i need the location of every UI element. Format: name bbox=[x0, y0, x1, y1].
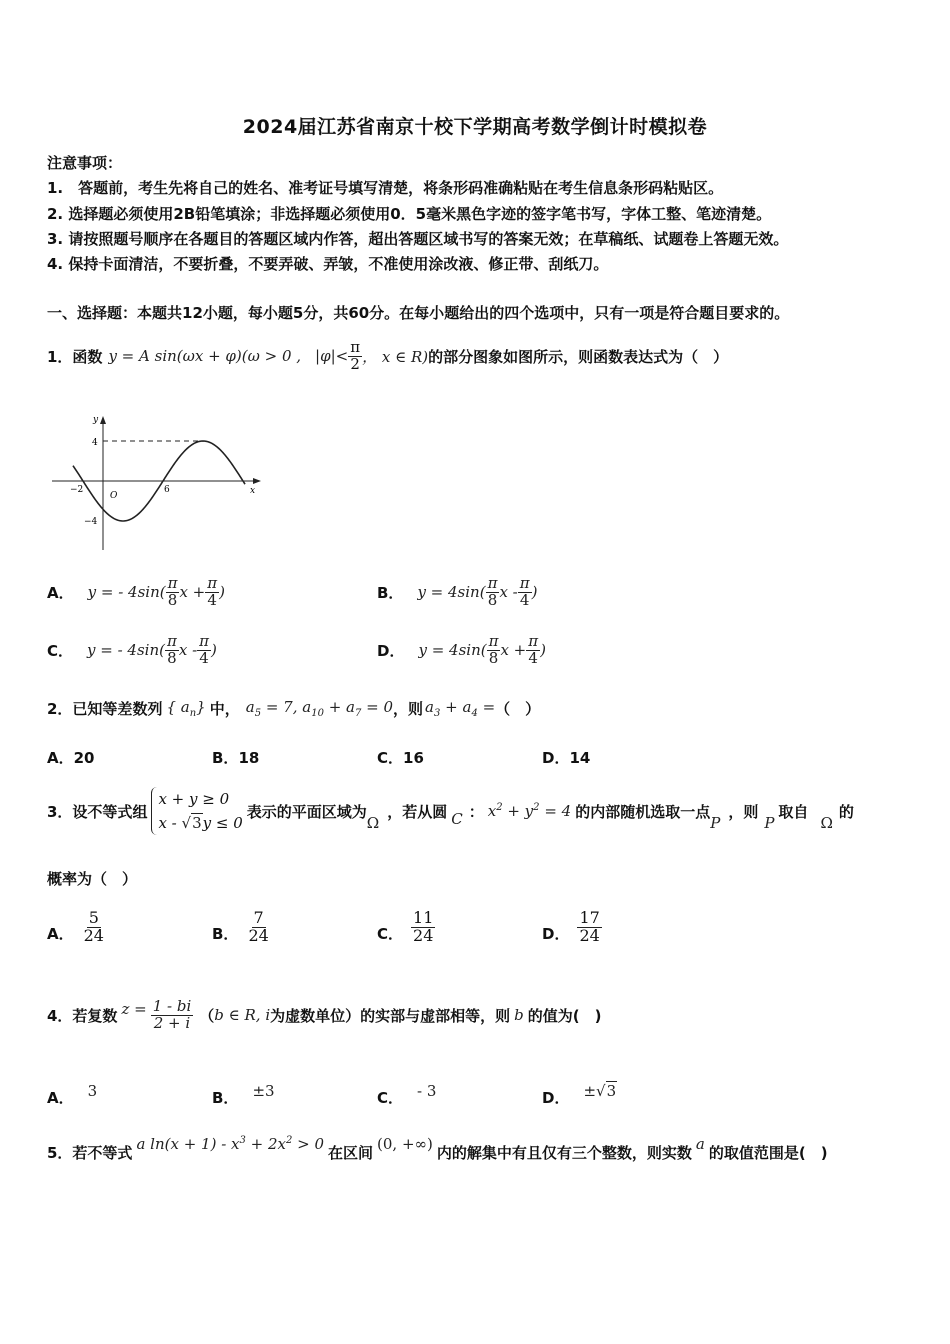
q5-interval: (0, +∞) bbox=[377, 1135, 433, 1153]
t: 7 bbox=[355, 707, 362, 719]
q3-line-2: 概率为（ ） bbox=[47, 870, 138, 888]
q4-option-b[interactable] bbox=[212, 1078, 275, 1108]
q2-ask bbox=[425, 698, 495, 719]
q1-option-a[interactable] bbox=[47, 572, 225, 612]
frac-den: 8 bbox=[488, 648, 499, 667]
frac-num: 17 bbox=[579, 907, 600, 927]
notice-item-3: 3. 请按照题号顺序在各题目的答题区域内作答，超出答题区域书写的答案无效；在草稿纸、试题卷上答题无效。 bbox=[47, 230, 789, 248]
q4-option-b-value: ±3 bbox=[252, 1082, 275, 1100]
q3-inequality-system bbox=[151, 787, 246, 835]
q1-option-c-label: C． bbox=[47, 641, 74, 660]
t: a bbox=[425, 697, 434, 716]
q3-ineq-2: x - √3y ≤ 0 bbox=[158, 814, 243, 832]
q2-seq-close: } bbox=[196, 697, 206, 716]
notice-item-4: 4. 保持卡面清洁，不要折叠，不要弄破、弄皱，不准使用涂改液、修正带、刮纸刀。 bbox=[47, 255, 609, 273]
q1-option-b-frac1 bbox=[486, 573, 500, 609]
q4-option-b-label: B． bbox=[212, 1089, 239, 1107]
q2-then: ，则 bbox=[393, 699, 424, 718]
q1-option-d-pre: y = 4sin( bbox=[418, 641, 487, 659]
q4-cond-tail: 为虚数单位）的实部与虚部相等，则 bbox=[270, 1006, 511, 1025]
q1-stem-tail: 的部分图象如图所示，则函数表达式为（ ） bbox=[428, 347, 729, 366]
frac-den: 24 bbox=[413, 925, 434, 945]
q2-stem-start: 2．已知等差数列 bbox=[47, 699, 163, 718]
q2-option-d-label: D． bbox=[542, 749, 570, 767]
q3-ineq-1: x + y ≥ 0 bbox=[158, 790, 230, 808]
q1-sine-graph bbox=[50, 410, 270, 560]
q2-option-d[interactable] bbox=[542, 747, 590, 768]
q3-option-a-frac bbox=[82, 907, 106, 945]
q3-option-d[interactable] bbox=[542, 902, 602, 952]
q3-option-c[interactable] bbox=[377, 902, 435, 952]
q3-option-b-frac bbox=[246, 907, 270, 945]
q3-omega-2: Ω bbox=[820, 814, 833, 832]
q2-seq-sub: n bbox=[189, 707, 197, 719]
q3-text-4: ，则 bbox=[728, 802, 759, 821]
q3-point-p: P bbox=[710, 814, 721, 832]
t: 2 bbox=[285, 1135, 293, 1146]
q3-omega: Ω bbox=[366, 814, 380, 832]
t: + y bbox=[502, 802, 534, 820]
question-3 bbox=[47, 780, 907, 842]
q2-condition bbox=[246, 698, 393, 719]
x-axis-arrow bbox=[253, 478, 261, 484]
t: a bbox=[245, 697, 255, 716]
frac-den: 4 bbox=[199, 648, 209, 667]
q4-option-c[interactable] bbox=[377, 1078, 436, 1108]
q5-text-2: 内的解集中有且仅有三个整数，则实数 bbox=[436, 1143, 692, 1162]
x-axis-label: x bbox=[250, 486, 256, 496]
q1-option-d-frac2 bbox=[526, 631, 540, 667]
q2-option-b-label: B． bbox=[212, 749, 239, 767]
frac-num: 11 bbox=[413, 907, 434, 927]
frac-den: 8 bbox=[167, 648, 177, 667]
q3-point-p-2: P bbox=[764, 814, 775, 832]
tick-label-neg2: −2 bbox=[70, 485, 84, 495]
tick-label-4: 4 bbox=[92, 438, 98, 448]
t: 10 bbox=[311, 707, 324, 719]
frac-den: 24 bbox=[83, 925, 104, 945]
q1-formula: y = A sin(ωx + φ)(ω > 0 , bbox=[108, 347, 302, 365]
q2-seq-open: { a bbox=[166, 697, 190, 716]
q3-circle-eq bbox=[488, 802, 571, 820]
q3-option-c-label: C． bbox=[377, 924, 404, 943]
t: 5 bbox=[254, 707, 262, 719]
notice-item-2: 2. 选择题必须使用2B铅笔填涂；非选择题必须使用0．5毫米黑色字迹的签字笔书写，字体工整、笔迹清楚。 bbox=[47, 205, 772, 223]
q4-b: b bbox=[514, 1006, 524, 1024]
q1-option-a-frac1 bbox=[166, 573, 180, 609]
q1-option-b-frac2 bbox=[518, 573, 532, 609]
q1-option-c[interactable] bbox=[47, 630, 217, 670]
frac-num: π bbox=[166, 631, 177, 650]
t: 3 bbox=[606, 1082, 617, 1100]
frac-den: 4 bbox=[207, 590, 217, 609]
q1-option-c-pre: y = - 4sin( bbox=[87, 641, 165, 659]
q1-cond-tail: ， x ∈ R) bbox=[362, 347, 429, 366]
q2-option-a-value: 20 bbox=[73, 749, 95, 767]
q1-option-c-mid: x - bbox=[178, 641, 198, 659]
q5-text-3: 的取值范围是( ) bbox=[708, 1143, 828, 1162]
q1-option-b[interactable] bbox=[377, 572, 537, 612]
tick-label-6: 6 bbox=[164, 485, 170, 495]
q1-option-b-label: B． bbox=[377, 583, 404, 602]
q1-option-d-frac1 bbox=[487, 631, 501, 667]
q4-option-c-label: C． bbox=[377, 1089, 404, 1107]
q3-option-d-frac bbox=[577, 907, 601, 945]
notice-heading: 注意事项： bbox=[47, 154, 123, 172]
q1-option-b-mid: x - bbox=[499, 583, 518, 601]
frac-num: π bbox=[167, 573, 178, 592]
q5-stem-start: 5．若不等式 bbox=[47, 1143, 133, 1162]
t: y ≤ 0 bbox=[202, 814, 243, 832]
q4-option-a-label: A． bbox=[47, 1089, 74, 1107]
q2-option-a-label: A． bbox=[47, 749, 74, 767]
q2-option-c-value: 16 bbox=[403, 749, 424, 767]
t: = 0 bbox=[361, 697, 394, 716]
q2-option-d-value: 14 bbox=[569, 749, 591, 767]
q3-option-b[interactable] bbox=[212, 902, 271, 952]
frac-den: 24 bbox=[579, 925, 600, 945]
frac-num: π bbox=[199, 631, 209, 650]
t: 2 bbox=[533, 802, 540, 813]
q2-tail: （ ） bbox=[495, 699, 541, 718]
q1-option-a-mid: x + bbox=[179, 583, 206, 601]
frac-num: π bbox=[519, 573, 530, 592]
q5-formula bbox=[136, 1135, 324, 1153]
q4-frac bbox=[151, 996, 194, 1032]
q4-condition: b ∈ R, i bbox=[214, 1006, 271, 1024]
q1-option-d-post: ) bbox=[540, 641, 546, 659]
q2-option-c-label: C． bbox=[377, 749, 404, 767]
q2-option-a[interactable] bbox=[47, 747, 94, 768]
tick-label-neg4: −4 bbox=[84, 517, 98, 527]
q3-text-6: 的 bbox=[838, 802, 854, 821]
t: = 4 bbox=[539, 802, 572, 820]
page-title: 2024届江苏省南京十校下学期高考数学倒计时模拟卷 bbox=[242, 116, 708, 138]
frac-den: 2 + i bbox=[153, 1013, 191, 1032]
q2-option-b[interactable] bbox=[212, 747, 259, 768]
q2-option-c[interactable] bbox=[377, 747, 424, 768]
t: x bbox=[487, 802, 497, 820]
t: + 2x bbox=[245, 1135, 286, 1153]
q3-colon: ： bbox=[468, 802, 484, 821]
origin-label: O bbox=[110, 491, 118, 501]
q3-circle-c: C bbox=[451, 810, 463, 828]
frac-num: 5 bbox=[88, 907, 99, 927]
q4-z: z = bbox=[121, 1000, 147, 1018]
q4-option-d-value: ±√3 bbox=[583, 1082, 617, 1100]
q3-text-2: ，若从圆 bbox=[387, 802, 448, 821]
q2-sequence bbox=[166, 698, 205, 719]
notice-item-1: 1. 答题前，考生先将自己的姓名、准考证号填写清楚，将条形码准确粘贴在考生信息条形码粘贴区。 bbox=[47, 179, 724, 197]
frac-num: π bbox=[528, 631, 539, 650]
q4-option-a-value: 3 bbox=[87, 1082, 98, 1100]
frac-num: π bbox=[488, 631, 499, 650]
q4-option-d-label: D． bbox=[542, 1089, 570, 1107]
question-5 bbox=[47, 1132, 828, 1172]
q4-tail: 的值为( ) bbox=[527, 1006, 602, 1025]
q1-cond-abs: |φ|< bbox=[315, 347, 349, 365]
q5-a: a bbox=[695, 1135, 705, 1153]
q3-option-c-frac bbox=[411, 907, 435, 945]
q2-option-b-value: 18 bbox=[238, 749, 260, 767]
t: > 0 bbox=[292, 1135, 325, 1153]
t: a ln(x + 1) - x bbox=[136, 1135, 240, 1153]
q1-option-c-frac1 bbox=[165, 631, 179, 667]
q1-option-a-frac2 bbox=[205, 573, 219, 609]
q1-option-c-post: ) bbox=[211, 641, 217, 659]
q1-option-a-post: ) bbox=[219, 583, 225, 601]
t: + a bbox=[323, 697, 355, 716]
q3-text-1: 表示的平面区域为 bbox=[246, 802, 367, 821]
q1-number: 1．函数 bbox=[47, 347, 103, 366]
frac-den: 24 bbox=[248, 925, 269, 945]
q3-option-a[interactable] bbox=[47, 902, 106, 952]
q4-option-d[interactable] bbox=[542, 1078, 617, 1108]
question-2 bbox=[47, 690, 540, 726]
q1-option-b-pre: y = 4sin( bbox=[417, 583, 486, 601]
q3-text-5: 取自 bbox=[778, 802, 809, 821]
question-4 bbox=[47, 990, 601, 1040]
frac-num: 1 - bi bbox=[152, 996, 192, 1015]
q4-stem-start: 4．若复数 bbox=[47, 1006, 118, 1025]
t: = bbox=[477, 697, 496, 716]
q3-option-d-label: D． bbox=[542, 924, 570, 943]
q3-option-b-label: B． bbox=[212, 924, 239, 943]
q1-option-a-label: A． bbox=[47, 583, 74, 602]
q3-stem-start: 3．设不等式组 bbox=[47, 802, 148, 821]
q4-option-a[interactable] bbox=[47, 1078, 97, 1108]
t: = 7, a bbox=[261, 697, 312, 716]
t: + a bbox=[440, 697, 472, 716]
question-1 bbox=[47, 333, 728, 379]
t: 4 bbox=[471, 707, 478, 719]
q5-text-1: 在区间 bbox=[328, 1143, 374, 1162]
q4-paren: （ bbox=[199, 1006, 215, 1025]
q1-option-d[interactable] bbox=[377, 630, 546, 670]
q3-option-a-label: A． bbox=[47, 924, 74, 943]
q1-option-c-frac2 bbox=[197, 631, 211, 667]
q1-option-a-pre: y = - 4sin( bbox=[87, 583, 166, 601]
q1-cond-frac bbox=[348, 337, 362, 373]
t: 3 bbox=[239, 1135, 246, 1146]
frac-num: π bbox=[207, 573, 218, 592]
q1-cond-num: π bbox=[350, 337, 361, 356]
frac-den: 8 bbox=[487, 590, 498, 609]
q1-cond-den: 2 bbox=[350, 354, 360, 373]
q4-option-c-value: - 3 bbox=[417, 1082, 437, 1100]
q1-option-d-label: D． bbox=[377, 641, 405, 660]
t: ± bbox=[583, 1082, 597, 1100]
t: 3 bbox=[434, 707, 441, 719]
q3-text-3: 的内部随机选取一点 bbox=[575, 802, 711, 821]
t: 2 bbox=[496, 802, 503, 813]
q1-graph-group bbox=[52, 415, 261, 550]
t: x - bbox=[158, 814, 182, 832]
y-axis-arrow bbox=[100, 416, 106, 424]
frac-num: 7 bbox=[253, 907, 264, 927]
frac-den: 8 bbox=[167, 590, 178, 609]
t: 3 bbox=[192, 814, 202, 832]
frac-num: π bbox=[487, 573, 498, 592]
q2-mid: 中， bbox=[209, 699, 240, 718]
section-heading: 一、选择题：本题共12小题，每小题5分，共60分。在每小题给出的四个选项中，只有一项是符合题目要求的。 bbox=[47, 304, 790, 322]
frac-den: 4 bbox=[519, 590, 530, 609]
q1-option-d-mid: x + bbox=[500, 641, 527, 659]
y-axis-label: y bbox=[93, 415, 99, 425]
frac-den: 4 bbox=[528, 648, 538, 667]
q1-option-b-post: ) bbox=[531, 583, 538, 601]
